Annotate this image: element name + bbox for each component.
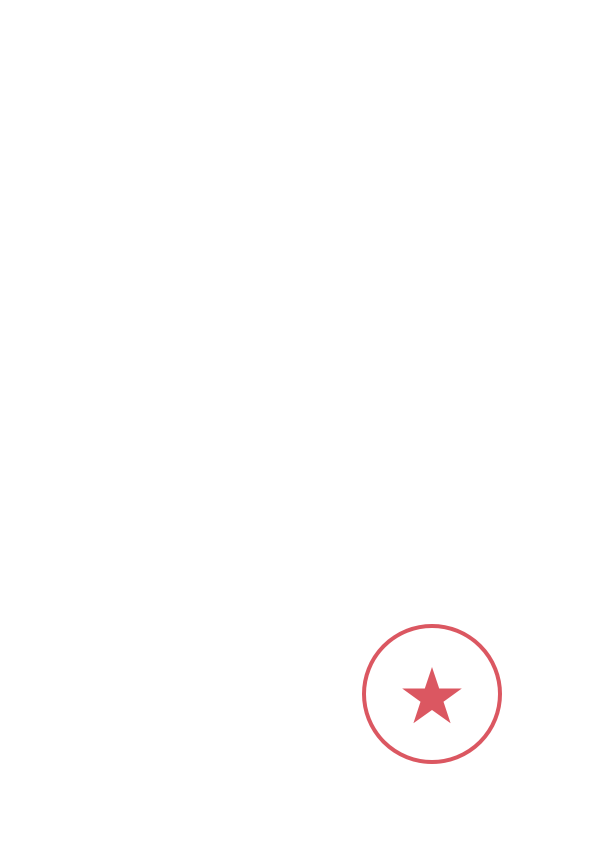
company-seal [358, 620, 506, 768]
seal-star [402, 667, 462, 723]
result-value [52, 79, 60, 98]
result-line [52, 74, 556, 104]
page-title [52, 0, 556, 42]
